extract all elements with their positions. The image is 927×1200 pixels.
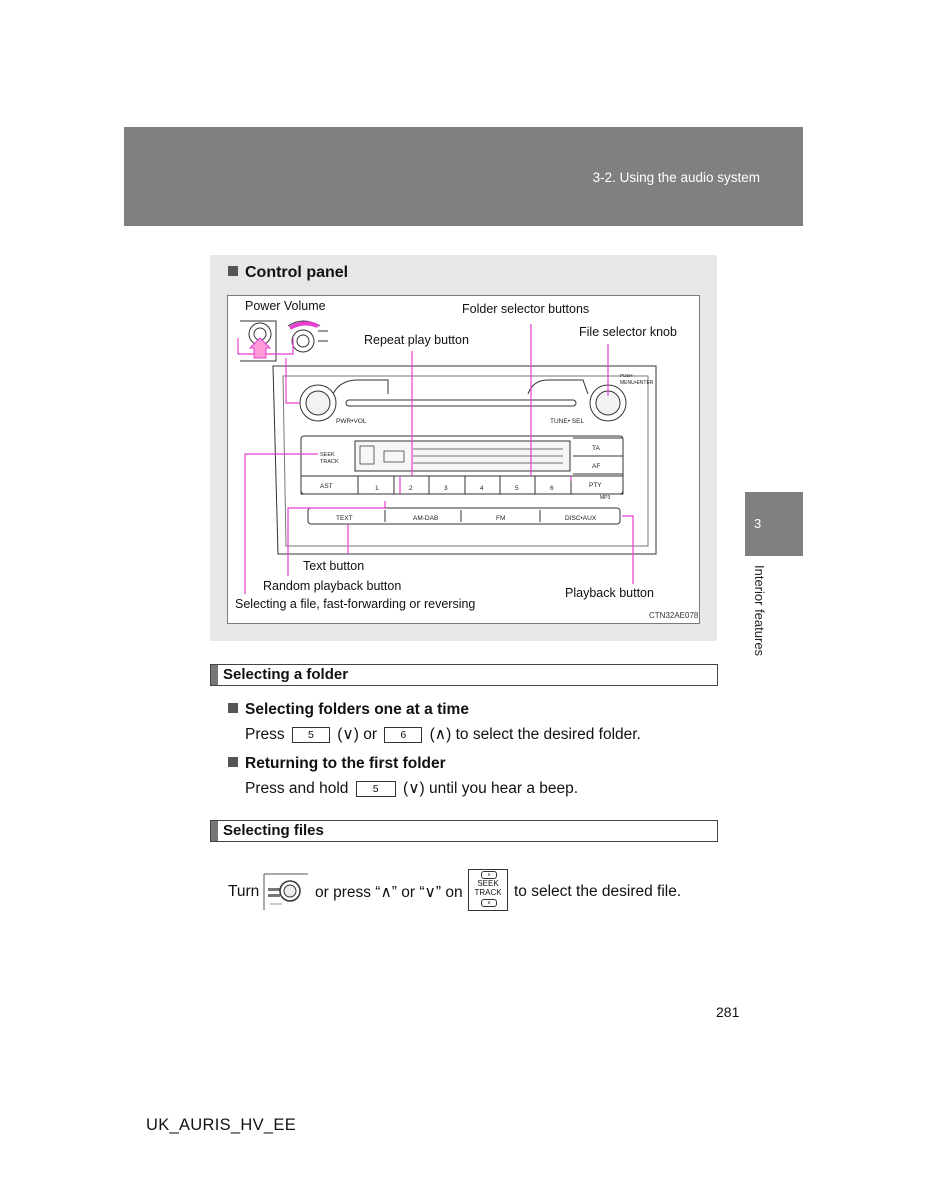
menu-enter-label: MENU•ENTER (620, 380, 654, 386)
chapter-title: Interior features (752, 565, 767, 657)
af-label: AF (592, 463, 601, 470)
callout-selecting-file: Selecting a file, fast-forwarding or reversing (235, 597, 476, 611)
file-selector-knob-icon (262, 870, 310, 912)
square-bullet-icon (228, 266, 238, 276)
text-key-label: TEXT (336, 515, 353, 522)
seek-down-icon: ∨ (481, 899, 497, 907)
selecting-folder-title: Selecting a folder (223, 666, 349, 683)
chapter-number: 3 (754, 516, 762, 531)
selecting-folders-text: Press 5 (∨) or 6 (∧) to select the desired folder. (245, 726, 641, 743)
return-first-folder-heading: Returning to the first folder (228, 755, 446, 773)
preset-6: 6 (550, 485, 554, 492)
preset-5: 5 (515, 485, 519, 492)
seek-up-icon: ∧ (481, 871, 497, 879)
callout-text-button: Text button (303, 559, 365, 573)
disc-aux-label: DISC•AUX (565, 515, 597, 522)
selecting-files-end: to select the desired file. (514, 883, 682, 900)
seek-track-button-icon (468, 869, 508, 911)
selecting-files-turn: Turn (228, 883, 260, 900)
seek-label-icon-text: SEEK (477, 879, 499, 888)
mp3-label: MP3 (600, 495, 611, 501)
power-knob-icon (240, 321, 328, 361)
audio-unit-figure (227, 295, 700, 624)
preset-4: 4 (480, 485, 484, 492)
selecting-folder-bar (210, 664, 718, 686)
document-footer: UK_AURIS_HV_EE (146, 1116, 297, 1134)
section-header-band (124, 127, 803, 226)
return-first-folder-text: Press and hold 5 (∨) until you hear a beep. (245, 780, 579, 797)
ast-label: AST (320, 483, 333, 490)
turn-arrow-icon (290, 323, 318, 328)
seek-label: SEEK (320, 452, 335, 458)
control-panel-section (210, 255, 717, 641)
preset-6-key-icon: 6 (384, 727, 422, 743)
pwr-vol-label: PWR•VOL (336, 418, 367, 425)
callout-playback-button: Playback button (565, 586, 654, 600)
callout-file-selector: File selector knob (579, 325, 677, 339)
control-panel-heading: Control panel (228, 264, 348, 282)
selecting-folders-heading: Selecting folders one at a time (228, 701, 469, 719)
callout-random-playback: Random playback button (263, 579, 402, 593)
ta-label: TA (592, 445, 600, 452)
section-header-title: 3-2. Using the audio system (592, 170, 760, 185)
section-bar-accent (211, 821, 218, 841)
fm-label: FM (496, 515, 506, 522)
preset-1: 1 (375, 485, 379, 492)
selecting-files-bar (210, 820, 718, 842)
callout-folder-selector: Folder selector buttons (462, 302, 590, 316)
track-label-icon-text: TRACK (474, 888, 502, 897)
selecting-files-middle: or press “∧” or “∨” on (315, 884, 463, 901)
tune-sel-label: TUNE• SEL (550, 418, 585, 425)
page-number: 281 (716, 1004, 740, 1020)
callout-repeat-play: Repeat play button (364, 333, 469, 347)
selecting-files-title: Selecting files (223, 822, 324, 839)
push-label: PUSH (620, 373, 633, 378)
preset-5-key-icon: 5 (292, 727, 330, 743)
square-bullet-icon (228, 703, 238, 713)
section-bar-accent (211, 665, 218, 685)
square-bullet-icon (228, 757, 238, 767)
audio-unit-drawing (228, 296, 699, 623)
figure-code: CTN32AE078 (649, 611, 699, 620)
pty-label: PTY (589, 482, 602, 489)
preset-2: 2 (409, 485, 413, 492)
preset-5-key-icon: 5 (356, 781, 396, 797)
chapter-tab (745, 492, 803, 556)
am-dab-label: AM-DAB (413, 515, 439, 522)
callout-power-volume: Power Volume (245, 299, 326, 313)
preset-3: 3 (444, 485, 448, 492)
track-label: TRACK (320, 459, 339, 465)
